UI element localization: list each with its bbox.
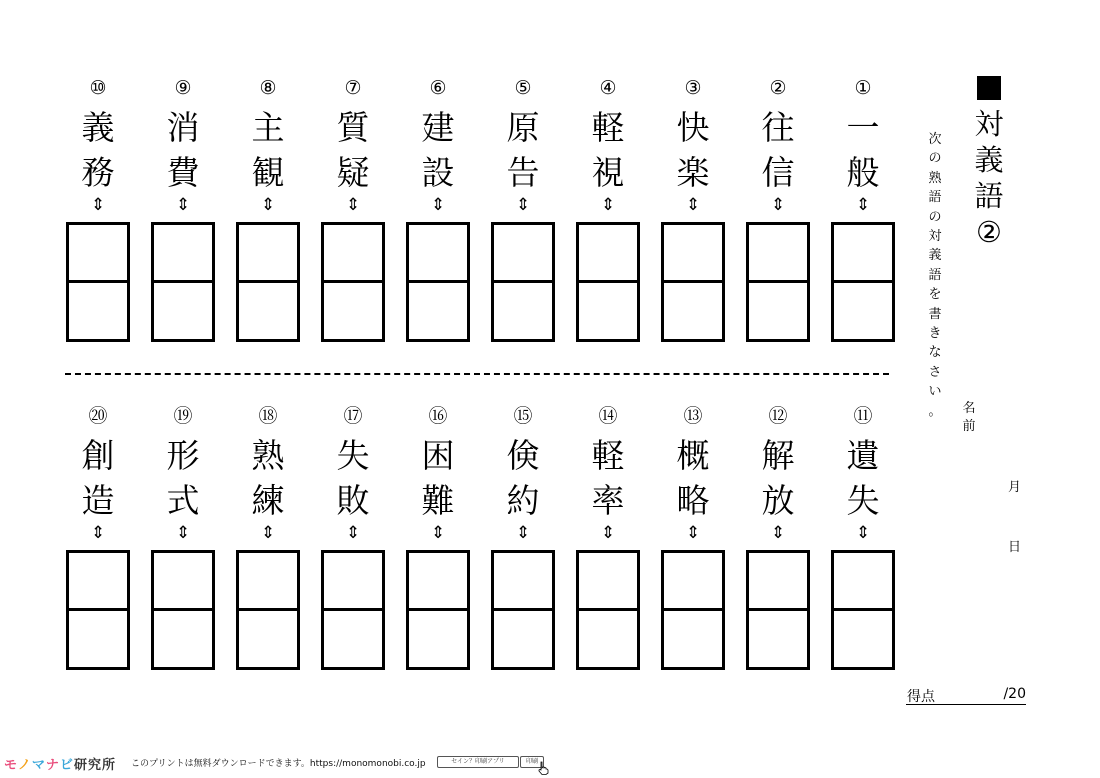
- answer-box[interactable]: [746, 550, 810, 670]
- logo-char: 研究所: [73, 758, 116, 773]
- opposite-arrow-icon: ⇕: [90, 195, 106, 215]
- word-char: 練: [251, 481, 285, 520]
- answer-box[interactable]: [321, 222, 385, 342]
- opposite-arrow-icon: ⇕: [515, 523, 531, 543]
- problem-word: [576, 105, 640, 195]
- print-app-button[interactable]: セイン？印刷アプリ: [437, 756, 519, 768]
- problem-number: ⑪: [853, 405, 873, 427]
- title-text: [970, 106, 1008, 250]
- word-char: 解: [761, 436, 795, 475]
- problem-number: ⑥: [429, 77, 447, 99]
- answer-box[interactable]: [746, 222, 810, 342]
- problem-number: ⑯: [428, 405, 448, 427]
- answer-box-divider: [834, 608, 892, 611]
- problem-word: [151, 433, 215, 523]
- opposite-arrow-icon: ⇕: [770, 195, 786, 215]
- answer-box[interactable]: [576, 550, 640, 670]
- problem-word: [321, 433, 385, 523]
- cut-line: [65, 373, 889, 375]
- answer-box-divider: [69, 608, 127, 611]
- name-label-char: 前: [962, 419, 976, 434]
- answer-box-divider: [239, 608, 297, 611]
- answer-box-divider: [494, 608, 552, 611]
- title-char: 対: [974, 107, 1004, 141]
- download-notice: このプリントは無料ダウンロードできます。https://monomonobi.co.jp: [131, 759, 426, 769]
- word-char: 倹: [506, 436, 540, 475]
- logo-char: ビ: [59, 758, 74, 773]
- answer-box-divider: [154, 280, 212, 283]
- opposite-arrow-icon: ⇕: [685, 523, 701, 543]
- word-char: 遺: [846, 436, 880, 475]
- problem-number: ⑳: [88, 405, 108, 427]
- problem-number: ⑦: [344, 77, 362, 99]
- word-char: 設: [421, 153, 455, 192]
- word-char: 一: [846, 108, 880, 147]
- day-label: 日: [1008, 540, 1022, 555]
- logo-char: ナ: [45, 758, 60, 773]
- instruction-char: 対: [928, 229, 942, 245]
- problem-word: [406, 105, 470, 195]
- word-char: 視: [591, 153, 625, 192]
- problem-word: [576, 433, 640, 523]
- instruction-char: な: [928, 345, 942, 361]
- footer: [0, 753, 1100, 778]
- word-char: 約: [506, 481, 540, 520]
- problem-number: ⑬: [683, 405, 703, 427]
- word-char: 信: [761, 153, 795, 192]
- answer-box-divider: [239, 280, 297, 283]
- problem-word: [66, 433, 130, 523]
- instruction-text: [924, 130, 946, 421]
- site-logo[interactable]: [4, 754, 116, 773]
- instruction-char: 語: [928, 190, 942, 206]
- word-char: 困: [421, 436, 455, 475]
- problem-word: [831, 105, 895, 195]
- title-char: ②: [976, 215, 1002, 249]
- answer-box[interactable]: [66, 222, 130, 342]
- opposite-arrow-icon: ⇕: [770, 523, 786, 543]
- word-char: 概: [676, 436, 710, 475]
- answer-box[interactable]: [491, 550, 555, 670]
- problem-word: [746, 433, 810, 523]
- answer-box[interactable]: [661, 550, 725, 670]
- answer-box-divider: [749, 280, 807, 283]
- problem-number: ⑧: [259, 77, 277, 99]
- title-char: 語: [974, 179, 1004, 213]
- word-char: 建: [421, 108, 455, 147]
- opposite-arrow-icon: ⇕: [600, 523, 616, 543]
- opposite-arrow-icon: ⇕: [515, 195, 531, 215]
- answer-box[interactable]: [831, 550, 895, 670]
- opposite-arrow-icon: ⇕: [90, 523, 106, 543]
- problem-number: ⑤: [514, 77, 532, 99]
- instruction-char: を: [928, 287, 942, 303]
- answer-box[interactable]: [151, 222, 215, 342]
- opposite-arrow-icon: ⇕: [345, 195, 361, 215]
- word-char: 費: [166, 153, 200, 192]
- word-char: 失: [846, 481, 880, 520]
- word-char: 失: [336, 436, 370, 475]
- word-char: 難: [421, 481, 455, 520]
- problem-word: [661, 433, 725, 523]
- problem-word: [236, 433, 300, 523]
- word-char: 創: [81, 436, 115, 475]
- opposite-arrow-icon: ⇕: [685, 195, 701, 215]
- answer-box-divider: [324, 608, 382, 611]
- problem-number: ④: [599, 77, 617, 99]
- answer-box-divider: [409, 608, 467, 611]
- word-char: 務: [81, 153, 115, 192]
- word-char: 造: [81, 481, 115, 520]
- logo-char: マ: [31, 758, 46, 773]
- word-char: 形: [166, 436, 200, 475]
- word-char: 率: [591, 481, 625, 520]
- opposite-arrow-icon: ⇕: [175, 195, 191, 215]
- instruction-char: 語: [928, 267, 942, 283]
- problem-word: [66, 105, 130, 195]
- opposite-arrow-icon: ⇕: [430, 195, 446, 215]
- problem-number: ⑰: [343, 405, 363, 427]
- instruction-char: き: [928, 326, 942, 342]
- opposite-arrow-icon: ⇕: [855, 195, 871, 215]
- word-char: 告: [506, 153, 540, 192]
- opposite-arrow-icon: ⇕: [345, 523, 361, 543]
- answer-box-divider: [494, 280, 552, 283]
- word-char: 熟: [251, 436, 285, 475]
- word-char: 敗: [336, 481, 370, 520]
- title-square-icon: [977, 76, 1001, 100]
- instruction-char: 。: [928, 403, 942, 419]
- word-char: 般: [846, 153, 880, 192]
- word-char: 楽: [676, 153, 710, 192]
- word-char: 快: [676, 108, 710, 147]
- problem-number: ②: [769, 77, 787, 99]
- word-char: 義: [81, 108, 115, 147]
- logo-char: ノ: [17, 758, 32, 773]
- problem-number: ⑱: [258, 405, 278, 427]
- opposite-arrow-icon: ⇕: [175, 523, 191, 543]
- name-label: [960, 400, 978, 436]
- word-char: 主: [251, 108, 285, 147]
- problem-word: [746, 105, 810, 195]
- word-char: 消: [166, 108, 200, 147]
- problem-number: ①: [854, 77, 872, 99]
- word-char: 放: [761, 481, 795, 520]
- problem-number: ⑭: [598, 405, 618, 427]
- problem-number: ③: [684, 77, 702, 99]
- problem-word: [491, 433, 555, 523]
- answer-box-divider: [579, 608, 637, 611]
- word-char: 質: [336, 108, 370, 147]
- problem-number: ⑲: [173, 405, 193, 427]
- name-label-char: 名: [962, 401, 976, 416]
- opposite-arrow-icon: ⇕: [855, 523, 871, 543]
- answer-box[interactable]: [321, 550, 385, 670]
- problem-word: [236, 105, 300, 195]
- opposite-arrow-icon: ⇕: [260, 523, 276, 543]
- problem-number: ⑮: [513, 405, 533, 427]
- problem-number: ⑨: [174, 77, 192, 99]
- instruction-char: 熟: [928, 170, 942, 186]
- logo-char: モ: [4, 758, 18, 773]
- answer-box[interactable]: [236, 222, 300, 342]
- answer-box-divider: [664, 280, 722, 283]
- answer-box[interactable]: [491, 222, 555, 342]
- answer-box-divider: [834, 280, 892, 283]
- answer-box-divider: [579, 280, 637, 283]
- problem-word: [321, 105, 385, 195]
- word-char: 往: [761, 108, 795, 147]
- score-total: /20: [1003, 686, 1026, 702]
- answer-box-divider: [324, 280, 382, 283]
- problem-word: [491, 105, 555, 195]
- opposite-arrow-icon: ⇕: [260, 195, 276, 215]
- problem-number: ⑩: [89, 77, 107, 99]
- word-char: 式: [166, 481, 200, 520]
- instruction-char: 義: [928, 248, 942, 264]
- answer-box[interactable]: [236, 550, 300, 670]
- problem-word: [406, 433, 470, 523]
- answer-box[interactable]: [66, 550, 130, 670]
- opposite-arrow-icon: ⇕: [600, 195, 616, 215]
- score-field: [906, 686, 1026, 705]
- problem-word: [661, 105, 725, 195]
- answer-box[interactable]: [406, 222, 470, 342]
- instruction-char: の: [928, 209, 942, 225]
- opposite-arrow-icon: ⇕: [430, 523, 446, 543]
- month-label: 月: [1008, 480, 1022, 495]
- problem-word: [151, 105, 215, 195]
- answer-box-divider: [154, 608, 212, 611]
- answer-box-divider: [409, 280, 467, 283]
- answer-box-divider: [69, 280, 127, 283]
- print-button[interactable]: 印刷: [520, 756, 544, 768]
- instruction-char: 書: [928, 306, 942, 322]
- instruction-char: さ: [928, 364, 942, 380]
- problem-word: [831, 433, 895, 523]
- word-char: 観: [251, 153, 285, 192]
- word-char: 疑: [336, 153, 370, 192]
- title-char: 義: [974, 143, 1004, 177]
- answer-box[interactable]: [661, 222, 725, 342]
- answer-box[interactable]: [406, 550, 470, 670]
- answer-box[interactable]: [831, 222, 895, 342]
- word-char: 軽: [591, 108, 625, 147]
- score-label: 得点: [907, 689, 935, 705]
- answer-box[interactable]: [151, 550, 215, 670]
- instruction-char: 次: [928, 132, 942, 147]
- answer-box-divider: [749, 608, 807, 611]
- answer-box-divider: [664, 608, 722, 611]
- hand-cursor-icon: [537, 761, 549, 775]
- instruction-char: い: [928, 384, 942, 400]
- answer-box[interactable]: [576, 222, 640, 342]
- instruction-char: の: [928, 151, 942, 167]
- problem-number: ⑫: [768, 405, 788, 427]
- word-char: 軽: [591, 436, 625, 475]
- word-char: 原: [506, 108, 540, 147]
- word-char: 略: [676, 481, 710, 520]
